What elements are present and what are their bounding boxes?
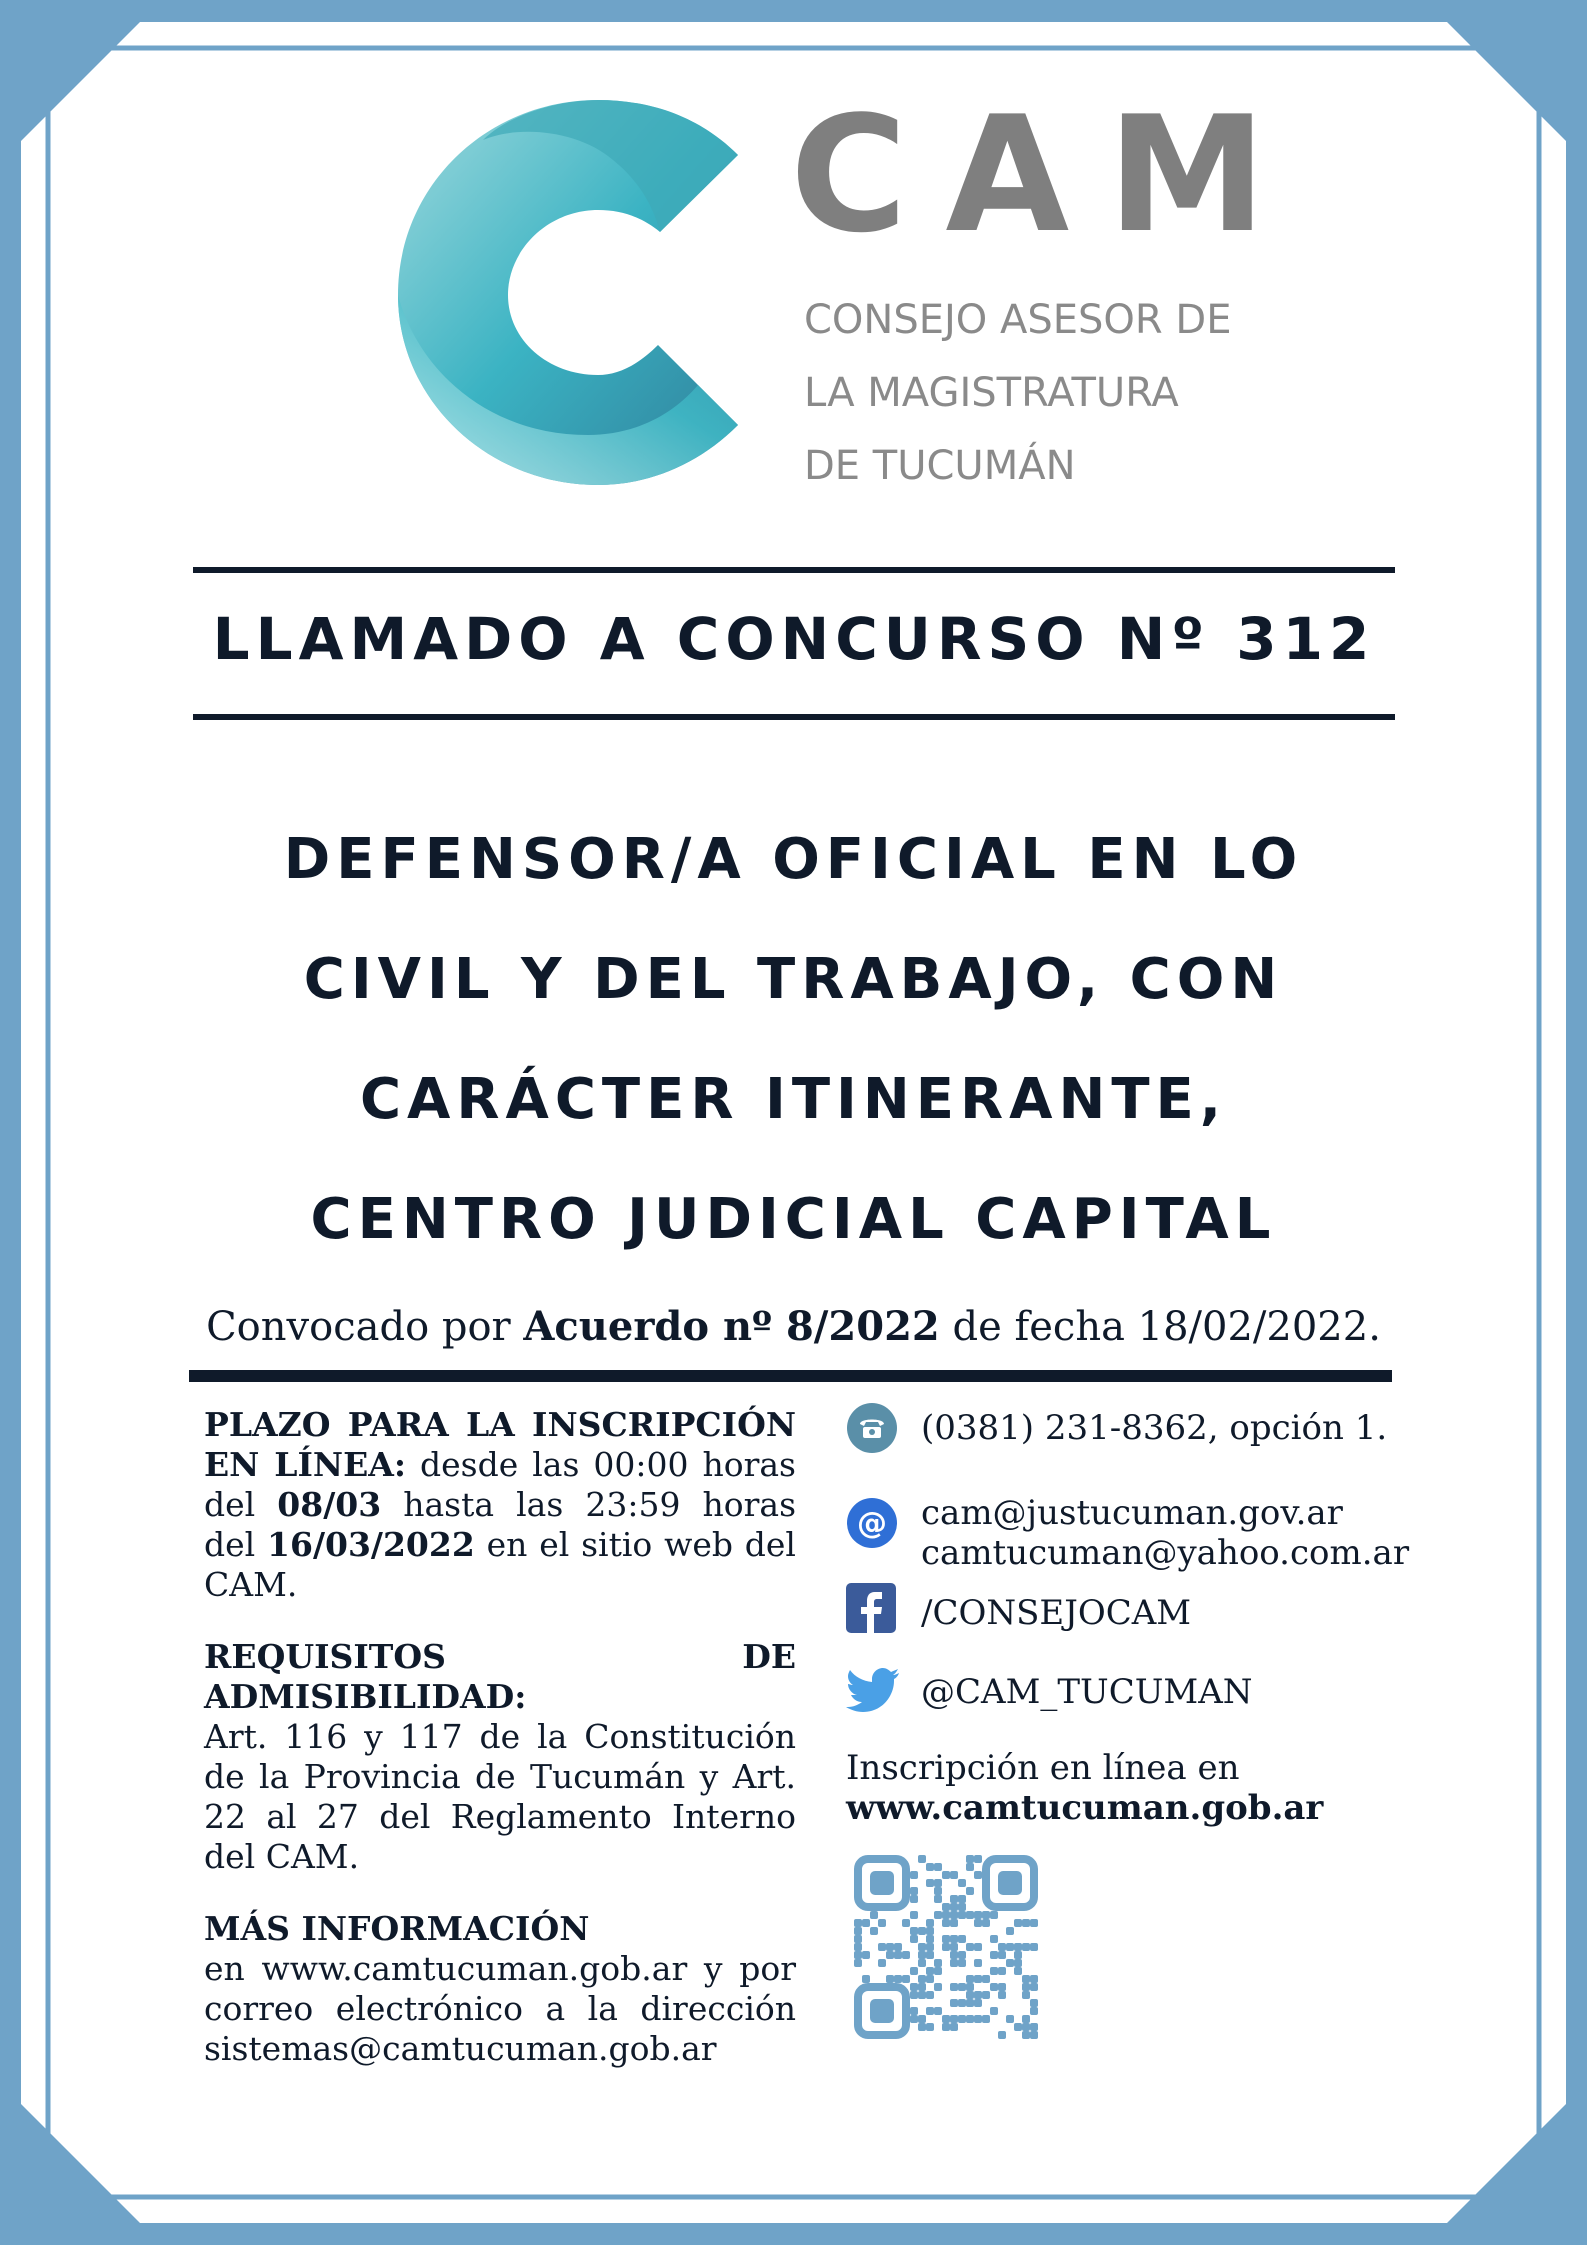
plazo-block <box>204 1405 796 1605</box>
facebook-handle[interactable]: /CONSEJOCAM <box>921 1593 1192 1633</box>
requisitos-block <box>204 1637 796 1877</box>
requisitos-text: Art. 116 y 117 de la Constitución de la Provincia de Tucumán y Art. 22 al 27 del Reglamento Interno del CAM. <box>204 1717 796 1876</box>
info-column <box>204 1405 796 2101</box>
cam-logo-mark <box>398 100 743 485</box>
twitter-handle[interactable]: @CAM_TUCUMAN <box>921 1672 1253 1712</box>
position-title-line: CARÁCTER ITINERANTE, <box>359 1067 1228 1132</box>
acuerdo-number: Acuerdo nº 8/2022 <box>523 1303 940 1350</box>
qr-code-icon <box>854 1855 1038 2039</box>
logo-subtitle-line: DE TUCUMÁN <box>804 443 1076 489</box>
twitter-icon <box>846 1668 900 1714</box>
logo-subtitle-line: LA MAGISTRATURA <box>804 370 1179 416</box>
position-title <box>150 800 1437 1280</box>
plazo-text: hasta las 23:59 horas del <box>204 1485 797 1564</box>
plazo-end-date: 16/03/2022 <box>267 1525 475 1564</box>
plazo-start-date: 08/03 <box>277 1485 382 1524</box>
registration-url[interactable]: www.camtucuman.gob.ar <box>846 1788 1324 1828</box>
info-title: MÁS INFORMACIÓN <box>204 1909 590 1948</box>
divider-thick <box>189 1370 1392 1382</box>
svg-text:@: @ <box>857 1506 887 1541</box>
convocado-date: de fecha 18/02/2022. <box>939 1304 1381 1350</box>
at-icon <box>846 1497 898 1549</box>
plazo-title: PLAZO PARA LA INSCRIPCIÓN EN LÍNEA: <box>204 1405 796 1484</box>
online-registration <box>846 1748 1323 1828</box>
divider <box>193 714 1395 720</box>
registration-label: Inscripción en línea en <box>846 1748 1240 1788</box>
position-title-line: CIVIL Y DEL TRABAJO, CON <box>303 947 1284 1012</box>
position-title-line: CENTRO JUDICIAL CAPITAL <box>310 1187 1277 1252</box>
divider <box>193 567 1395 573</box>
plazo-text: desde las 00:00 horas del <box>204 1445 796 1524</box>
contest-title: LLAMADO A CONCURSO Nº 312 <box>212 605 1376 673</box>
plazo-text: en el sitio web del CAM. <box>204 1525 796 1604</box>
phone-number: (0381) 231-8362, opción 1. <box>921 1408 1388 1448</box>
position-title-line: DEFENSOR/A OFICIAL EN LO <box>283 827 1304 892</box>
facebook-icon <box>846 1583 896 1633</box>
logo-wordmark: CAM <box>790 81 1305 268</box>
email-primary[interactable]: cam@justucuman.gov.ar <box>921 1493 1343 1533</box>
convocado-prefix: Convocado por <box>206 1304 524 1350</box>
logo-subtitle-line: CONSEJO ASESOR DE <box>804 297 1232 343</box>
email-secondary[interactable]: camtucuman@yahoo.com.ar <box>921 1533 1410 1573</box>
info-text: en www.camtucuman.gob.ar y por correo electrónico a la dirección sistemas@camtucuman.gob.ar <box>204 1949 796 2068</box>
info-block <box>204 1909 796 2069</box>
requisitos-title: REQUISITOS DE ADMISIBILIDAD: <box>204 1637 796 1716</box>
phone-icon <box>846 1402 898 1454</box>
convocatoria-line <box>160 1303 1427 1350</box>
